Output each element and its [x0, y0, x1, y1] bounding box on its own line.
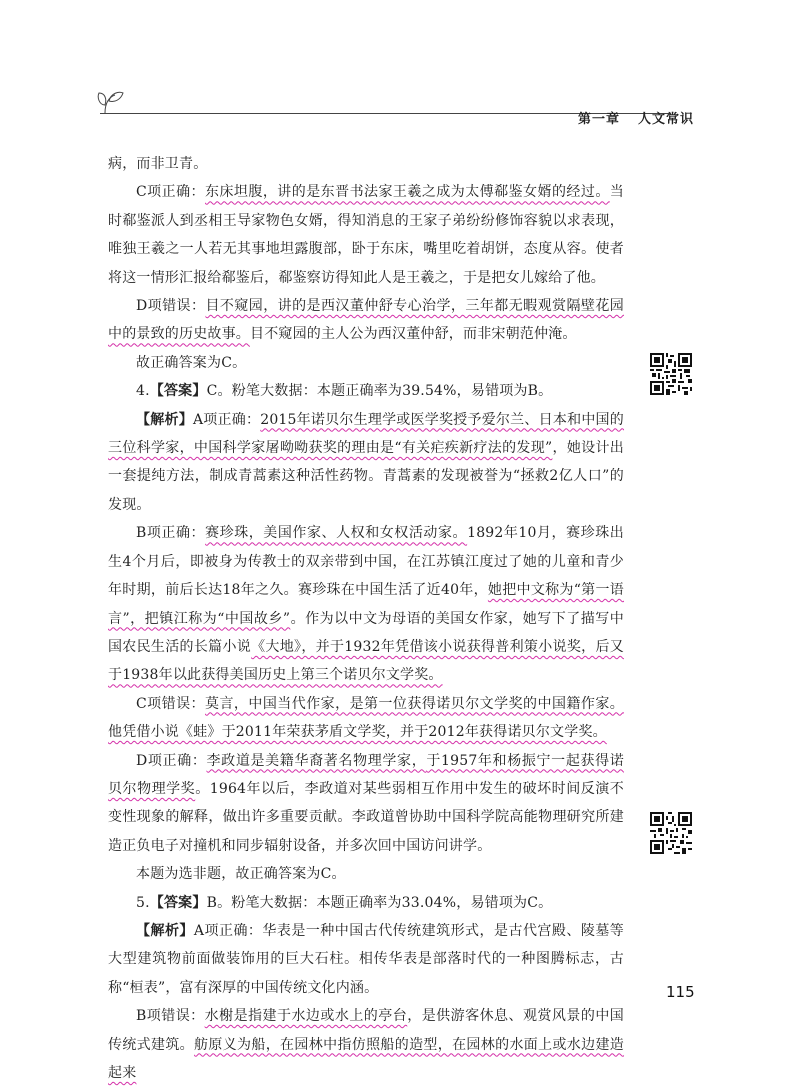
qr-code-icon[interactable]	[650, 353, 692, 395]
qr-code-icon[interactable]	[650, 812, 692, 854]
paragraph: 故正确答案为C。	[136, 354, 247, 371]
page-body	[108, 150, 624, 1087]
paragraph: D项正确：李政道是美籍华裔著名物理学家，于1957年和杨振宁一起获得诺贝尔物理学奖。1964年以后，李政道对某些弱相互作用中发生的破坏时间反演不变性现象的解释，做出许多重要贡献。李政道曾协助中国科学院高能物理研究所建造正负电子对撞机和同步辐射设备，并多次回中国访问讲学。	[108, 752, 625, 854]
paragraph: B项错误：水榭是指建于水边或水上的亭台，是供游客休息、观赏风景的中国传统式建筑。舫原义为船，在园林中指仿照船的造型，在园林的水面上或水边建造起来	[108, 1008, 625, 1081]
chapter-label: 第一章	[578, 112, 621, 127]
paragraph: 本题为选非题，故正确答案为C。	[136, 866, 346, 883]
page-header	[0, 85, 800, 135]
answer-line-4: 4.【答案】C。粉笔大数据：本题正确率为39.54%，易错项为B。	[136, 383, 553, 400]
paragraph: 【解析】A项正确：华表是一种中国古代传统建筑形式，是古代宫殿、陵墓等大型建筑物前面做装饰用的巨大石柱。相传华表是部落时代的一种图腾标志，古称“桓表”，富有深厚的中国传统文化内涵。	[108, 922, 624, 996]
page-number: 115	[666, 983, 695, 1001]
paragraph: B项正确：赛珍珠，美国作家、人权和女权活动家。1892年10月，赛珍珠出生4个月后，即被身为传教士的双亲带到中国，在江苏镇江度过了她的儿童和青少年时期，前后长达18年之久。赛珍珠在中国生活了近40年，她把中文称为“第一语言”，把镇江称为“中国故乡”。作为以中文为母语的美国女作家，她写下了描写中国农民生活的长篇小说《大地》，并于1932年凭借该小说获得普利策小说奖，后又于1938年以此获得美国历史上第三个诺贝尔文学奖。	[108, 525, 624, 684]
running-header	[578, 108, 694, 127]
answer-line-5: 5.【答案】B。粉笔大数据：本题正确率为33.04%，易错项为C。	[136, 894, 553, 911]
section-label: 人文常识	[638, 112, 695, 127]
paragraph: C项正确：东床坦腹，讲的是东晋书法家王羲之成为太傅郗鉴女婿的经过。当时郗鉴派人到丞相王导家物色女婿，得知消息的王家子弟纷纷修饰容貌以求表现，唯独王羲之一人若无其事地坦露腹部，卧于东床，嘴里吃着胡饼，态度从容。使者将这一情形汇报给郗鉴后，郗鉴察访得知此人是王羲之，于是把女儿嫁给了他。	[108, 184, 624, 286]
paragraph: 病，而非卫青。	[108, 156, 208, 172]
paragraph: 【解析】A项正确：2015年诺贝尔生理学或医学奖授予爱尔兰、日本和中国的三位科学家，中国科学家屠呦呦获奖的理由是“有关疟疾新疗法的发现”，她设计出一套提纯方法，制成青蒿素这种活性药物。青蒿素的发现被誉为“拯救2亿人口”的发现。	[108, 411, 625, 513]
paragraph: C项错误：莫言，中国当代作家，是第一位获得诺贝尔文学奖的中国籍作家。他凭借小说《蛙》于2011年荣获茅盾文学奖，并于2012年获得诺贝尔文学奖。	[108, 695, 624, 741]
paragraph: D项错误：目不窥园，讲的是西汉董仲舒专心治学，三年都无暇观赏隔壁花园中的景致的历史故事。目不窥园的主人公为西汉董仲舒，而非宋朝范仲淹。	[108, 298, 624, 343]
